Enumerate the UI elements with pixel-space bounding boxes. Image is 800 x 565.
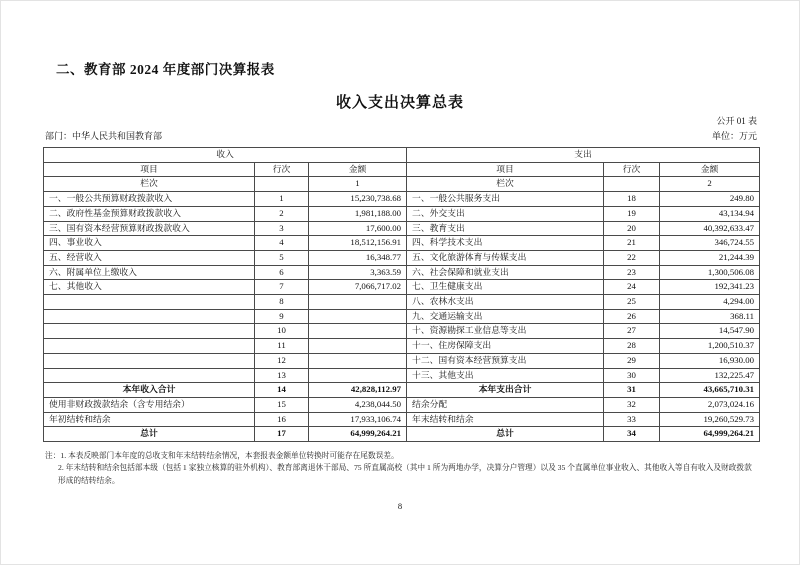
income-item: 使用非财政拨款结余（含专用结余） [44, 397, 255, 412]
income-index-value: 1 [309, 177, 407, 192]
income-item: 年初结转和结余 [44, 412, 255, 427]
income-amount: 17,600.00 [309, 221, 407, 236]
expense-item: 十二、国有资本经营预算支出 [407, 353, 604, 368]
income-amount [309, 339, 407, 354]
expense-line-no: 24 [604, 280, 660, 295]
expense-amount: 1,300,506.08 [660, 265, 760, 280]
table-row [44, 206, 760, 221]
income-line-header: 行次 [255, 162, 309, 177]
grand-total-row [44, 427, 760, 442]
income-amount [309, 324, 407, 339]
expense-line-no: 23 [604, 265, 660, 280]
expense-line-no: 32 [604, 397, 660, 412]
expense-item: 四、科学技术支出 [407, 236, 604, 251]
page-number: 8 [397, 501, 403, 511]
income-amount: 15,230,738.68 [309, 192, 407, 207]
table-row [44, 412, 760, 427]
income-amount: 18,512,156.91 [309, 236, 407, 251]
footnotes [45, 450, 759, 487]
column-index-row [44, 177, 760, 192]
expense-item: 九、交通运输支出 [407, 309, 604, 324]
income-line-no: 15 [255, 397, 309, 412]
income-line-no: 7 [255, 280, 309, 295]
income-amount: 1,981,188.00 [309, 206, 407, 221]
expense-line-no: 30 [604, 368, 660, 383]
table-row [44, 339, 760, 354]
expense-subtotal-amount: 43,665,710.31 [660, 383, 760, 398]
expense-amount-header: 金额 [660, 162, 760, 177]
income-line-no: 12 [255, 353, 309, 368]
expense-index-value: 2 [660, 177, 760, 192]
income-amount [309, 353, 407, 368]
expense-amount: 40,392,633.47 [660, 221, 760, 236]
expense-item: 六、社会保障和就业支出 [407, 265, 604, 280]
income-index-label: 栏次 [44, 177, 255, 192]
table-row [44, 368, 760, 383]
income-index-blank [255, 177, 309, 192]
expense-line-no: 29 [604, 353, 660, 368]
income-line-no: 1 [255, 192, 309, 207]
expense-amount: 132,225.47 [660, 368, 760, 383]
income-total-amount: 64,999,264.21 [309, 427, 407, 442]
expense-line-no: 21 [604, 236, 660, 251]
income-amount-header: 金额 [309, 162, 407, 177]
income-item [44, 353, 255, 368]
income-line-no: 10 [255, 324, 309, 339]
income-item: 四、事业收入 [44, 236, 255, 251]
income-line-no: 8 [255, 295, 309, 310]
income-line-no: 2 [255, 206, 309, 221]
income-line-no: 6 [255, 265, 309, 280]
expense-group-header: 支出 [407, 148, 760, 163]
income-item: 七、其他收入 [44, 280, 255, 295]
expense-item: 结余分配 [407, 397, 604, 412]
expense-line-no: 34 [604, 427, 660, 442]
expense-line-no: 20 [604, 221, 660, 236]
income-amount [309, 309, 407, 324]
income-item [44, 295, 255, 310]
income-amount [309, 295, 407, 310]
footnote-2: 2. 年末结转和结余包括部本级（包括 1 家独立核算的驻外机构）、教育部离退休干部局、75 所直属高校（其中 1 所为两地办学，决算分户管理）以及 35 个直属单位事业收入、其他收入等自有收入及财政拨款形成的结转结余。 [58, 463, 752, 485]
expense-total-label: 总计 [407, 427, 604, 442]
expense-line-no: 27 [604, 324, 660, 339]
expense-index-blank [604, 177, 660, 192]
expense-line-no: 26 [604, 309, 660, 324]
expense-amount: 346,724.55 [660, 236, 760, 251]
income-item [44, 339, 255, 354]
income-amount: 3,363.59 [309, 265, 407, 280]
expense-item-header: 项目 [407, 162, 604, 177]
expense-amount: 21,244.39 [660, 250, 760, 265]
expense-item: 年末结转和结余 [407, 412, 604, 427]
income-subtotal-label: 本年收入合计 [44, 383, 255, 398]
expense-amount: 16,930.00 [660, 353, 760, 368]
income-item [44, 324, 255, 339]
expense-amount: 14,547.90 [660, 324, 760, 339]
income-line-no: 5 [255, 250, 309, 265]
table-row [44, 280, 760, 295]
table-row [44, 353, 760, 368]
expense-item: 八、农林水支出 [407, 295, 604, 310]
expense-item: 五、文化旅游体育与传媒支出 [407, 250, 604, 265]
expense-index-label: 栏次 [407, 177, 604, 192]
table-row [44, 397, 760, 412]
expense-amount: 43,134.94 [660, 206, 760, 221]
income-item: 五、经营收入 [44, 250, 255, 265]
expense-line-no: 18 [604, 192, 660, 207]
income-amount [309, 368, 407, 383]
table-row [44, 324, 760, 339]
expense-line-no: 25 [604, 295, 660, 310]
table-title: 收入支出决算总表 [335, 95, 464, 111]
section-heading: 二、教育部 2024 年度部门决算报表 [56, 62, 275, 77]
table-row [44, 295, 760, 310]
table-row [44, 250, 760, 265]
income-line-no: 9 [255, 309, 309, 324]
income-line-no: 14 [255, 383, 309, 398]
table-row [44, 309, 760, 324]
income-item [44, 368, 255, 383]
income-line-no: 11 [255, 339, 309, 354]
income-amount: 17,933,106.74 [309, 412, 407, 427]
expense-amount: 368.11 [660, 309, 760, 324]
department-label: 部门：中华人民共和国教育部 [45, 131, 163, 141]
income-item [44, 309, 255, 324]
income-expense-table [43, 147, 760, 442]
income-subtotal-amount: 42,828,112.97 [309, 383, 407, 398]
table-row [44, 265, 760, 280]
expense-total-amount: 64,999,264.21 [660, 427, 760, 442]
expense-amount: 249.80 [660, 192, 760, 207]
income-amount: 7,066,717.02 [309, 280, 407, 295]
table-row [44, 221, 760, 236]
expense-line-no: 33 [604, 412, 660, 427]
expense-line-no: 28 [604, 339, 660, 354]
income-amount: 4,238,044.50 [309, 397, 407, 412]
expense-item: 十、资源勘探工业信息等支出 [407, 324, 604, 339]
income-line-no: 13 [255, 368, 309, 383]
income-line-no: 16 [255, 412, 309, 427]
footnote-1: 注：1. 本表反映部门本年度的总收支和年末结转结余情况，本套报表金额单位转换时可能存在尾数误差。 [45, 451, 399, 460]
income-item: 二、政府性基金预算财政拨款收入 [44, 206, 255, 221]
expense-amount: 1,200,510.37 [660, 339, 760, 354]
expense-line-no: 22 [604, 250, 660, 265]
income-line-no: 4 [255, 236, 309, 251]
income-total-label: 总计 [44, 427, 255, 442]
income-amount: 16,348.77 [309, 250, 407, 265]
expense-amount: 19,260,529.73 [660, 412, 760, 427]
table-row [44, 236, 760, 251]
income-line-no: 17 [255, 427, 309, 442]
subtotal-row [44, 383, 760, 398]
expense-amount: 2,073,024.16 [660, 397, 760, 412]
expense-item: 二、外交支出 [407, 206, 604, 221]
group-header-row [44, 148, 760, 163]
table-row [44, 192, 760, 207]
expense-subtotal-label: 本年支出合计 [407, 383, 604, 398]
expense-line-no: 19 [604, 206, 660, 221]
expense-line-no: 31 [604, 383, 660, 398]
expense-amount: 192,341.23 [660, 280, 760, 295]
income-line-no: 3 [255, 221, 309, 236]
expense-item: 十一、住房保障支出 [407, 339, 604, 354]
expense-amount: 4,294.00 [660, 295, 760, 310]
income-item-header: 项目 [44, 162, 255, 177]
income-item: 六、附属单位上缴收入 [44, 265, 255, 280]
expense-item: 三、教育支出 [407, 221, 604, 236]
income-item: 一、一般公共预算财政拨款收入 [44, 192, 255, 207]
sheet-number-label: 公开 01 表 [716, 116, 757, 126]
income-group-header: 收入 [44, 148, 407, 163]
income-item: 三、国有资本经营预算财政拨款收入 [44, 221, 255, 236]
expense-item: 十三、其他支出 [407, 368, 604, 383]
expense-line-header: 行次 [604, 162, 660, 177]
expense-item: 七、卫生健康支出 [407, 280, 604, 295]
unit-label: 单位：万元 [711, 131, 757, 141]
expense-item: 一、一般公共服务支出 [407, 192, 604, 207]
column-header-row [44, 162, 760, 177]
